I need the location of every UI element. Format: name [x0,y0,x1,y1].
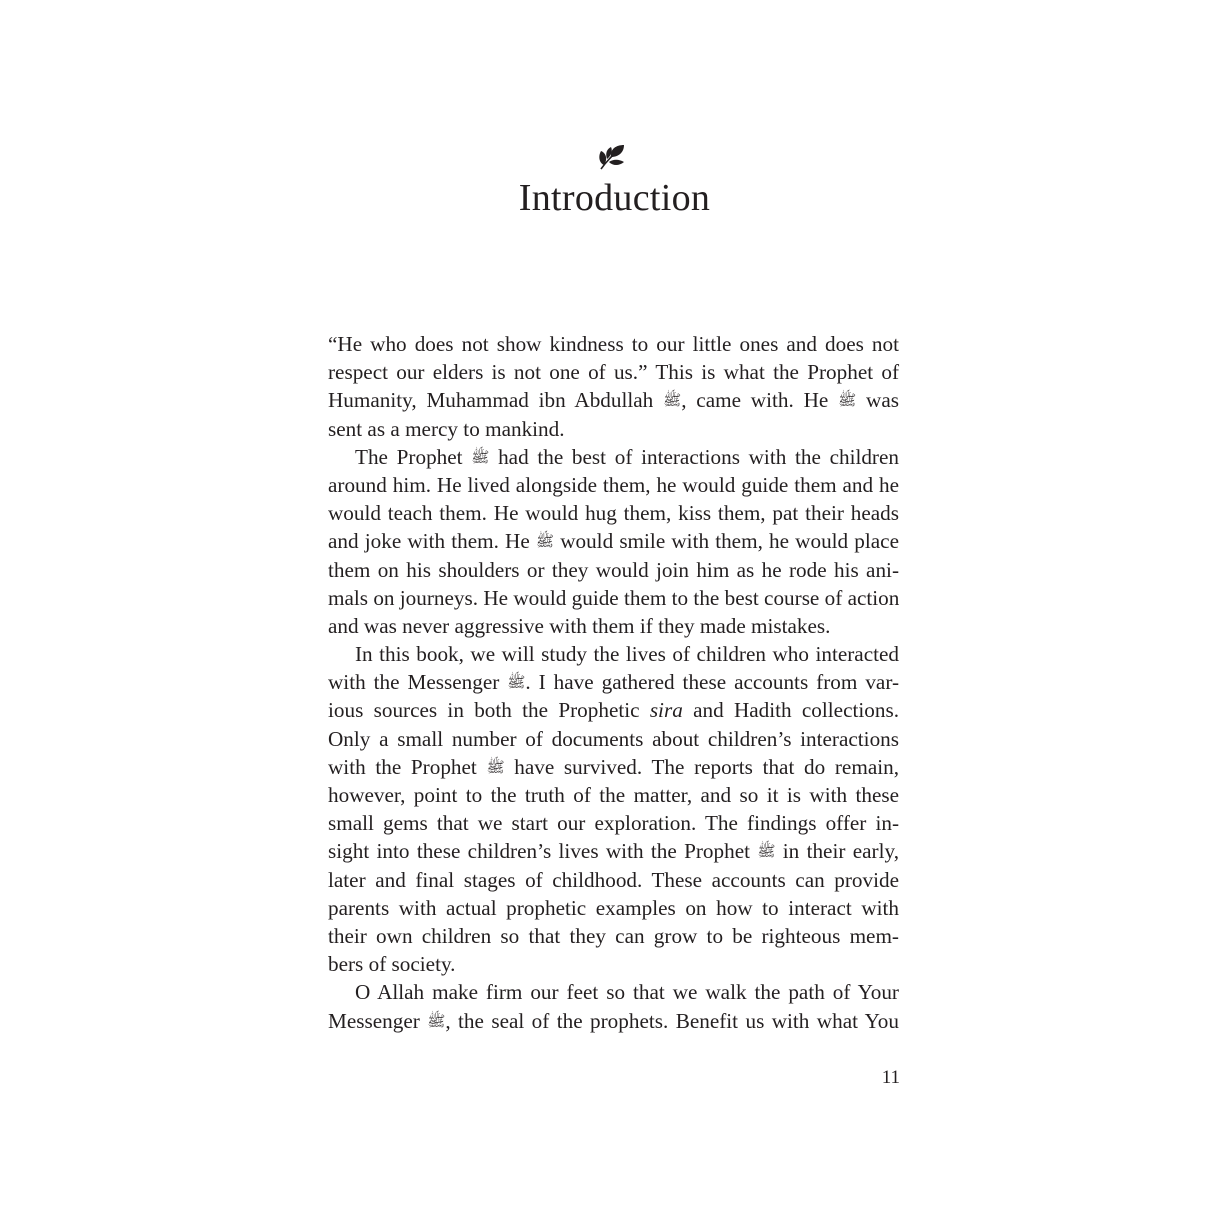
text-line [328,443,899,471]
text-line [328,781,899,809]
text-line [328,837,899,865]
text-line [328,753,899,781]
chapter-title: Introduction [518,177,711,219]
text-segment: later and final stages of childhood. These accounts can provide [328,867,899,892]
text-segment: and Hadith collections. [682,698,899,723]
text-line [328,527,899,555]
text-segment: , came with. He [681,388,839,413]
paragraph [328,978,899,1034]
text-segment: would smile with them, he would place [554,529,899,554]
text-segment: have survived. The reports that do remain, [504,754,899,779]
paragraph [328,330,899,443]
text-line [328,696,899,724]
text-line [328,1007,899,1035]
text-line [328,584,899,612]
text-line [328,725,899,753]
text-segment: The Prophet [355,444,472,469]
text-segment: around him. He lived alongside them, he would guide them and he [328,472,899,497]
text-segment: and joke with them. He [328,529,536,554]
text-segment: sight into these children’s lives with the Prophet [328,839,758,864]
honorific-icon: ﷺ [838,393,857,410]
text-line [328,809,899,837]
text-line [328,922,899,950]
text-segment: Only a small number of documents about children’s interactions [328,726,899,751]
text-line [328,612,899,640]
text-segment: had the best of interactions with the children [489,444,899,469]
text-segment: their own children so that they can grow to be righteous mem- [328,923,899,948]
text-segment: respect our elders is not one of us.” This is what the Prophet of [328,360,899,385]
text-line [328,386,899,414]
text-segment: “He who does not show kindness to our little ones and does not [328,332,899,356]
text-segment: In this book, we will study the lives of children who interacted [355,642,899,667]
text-segment: was [856,388,899,413]
text-segment: however, point to the truth of the matter, and so it is with these [328,783,899,807]
text-line [328,415,899,443]
leaf-ornament-icon [597,142,627,172]
honorific-icon: ﷺ [757,844,776,861]
text-segment: in their early, [775,839,899,864]
text-segment: Messenger [328,1008,428,1033]
text-segment: with the Prophet [328,754,487,779]
text-segment: , the seal of the prophets. Benefit us with what You [445,1008,899,1033]
italic-term: sira [649,698,683,723]
text-segment: bers of society. [328,952,456,977]
text-line [328,668,899,696]
text-segment: parents with actual prophetic examples on how to interact with [328,895,899,920]
text-segment: sent as a mercy to mankind. [328,416,565,441]
text-line [328,894,899,922]
text-line [328,866,899,894]
page-number: 11 [881,1067,900,1088]
text-segment: and was never aggressive with them if they made mistakes. [328,613,831,638]
text-segment: O Allah make firm our feet so that we walk the path of Your [355,980,899,1005]
text-line [328,358,899,386]
honorific-icon: ﷺ [427,1013,446,1030]
honorific-icon: ﷺ [663,393,682,410]
honorific-icon: ﷺ [486,759,505,776]
text-line [328,556,899,584]
honorific-icon: ﷺ [471,449,490,466]
text-line [328,640,899,668]
text-line [328,499,899,527]
text-segment: would teach them. He would hug them, kiss them, pat their heads [328,501,899,526]
text-segment: ious sources in both the Prophetic [328,698,650,723]
text-segment: mals on journeys. He would guide them to the best course of action [328,585,900,610]
paragraph [328,443,899,640]
honorific-icon: ﷺ [535,534,555,551]
text-segment: small gems that we start our exploration. The findings offer in- [328,811,899,836]
honorific-icon: ﷺ [507,675,526,692]
text-segment: with the Messenger [328,670,508,695]
text-line [328,471,899,499]
text-segment: them on his shoulders or they would join him as he rode his ani- [328,557,899,582]
text-line [328,950,899,978]
body-text [328,330,899,1035]
text-line [328,330,899,358]
text-segment: . I have gathered these accounts from var- [525,670,900,695]
text-segment: Humanity, Muhammad ibn Abdullah [328,388,664,413]
text-line [328,978,899,1006]
paragraph [328,640,899,978]
